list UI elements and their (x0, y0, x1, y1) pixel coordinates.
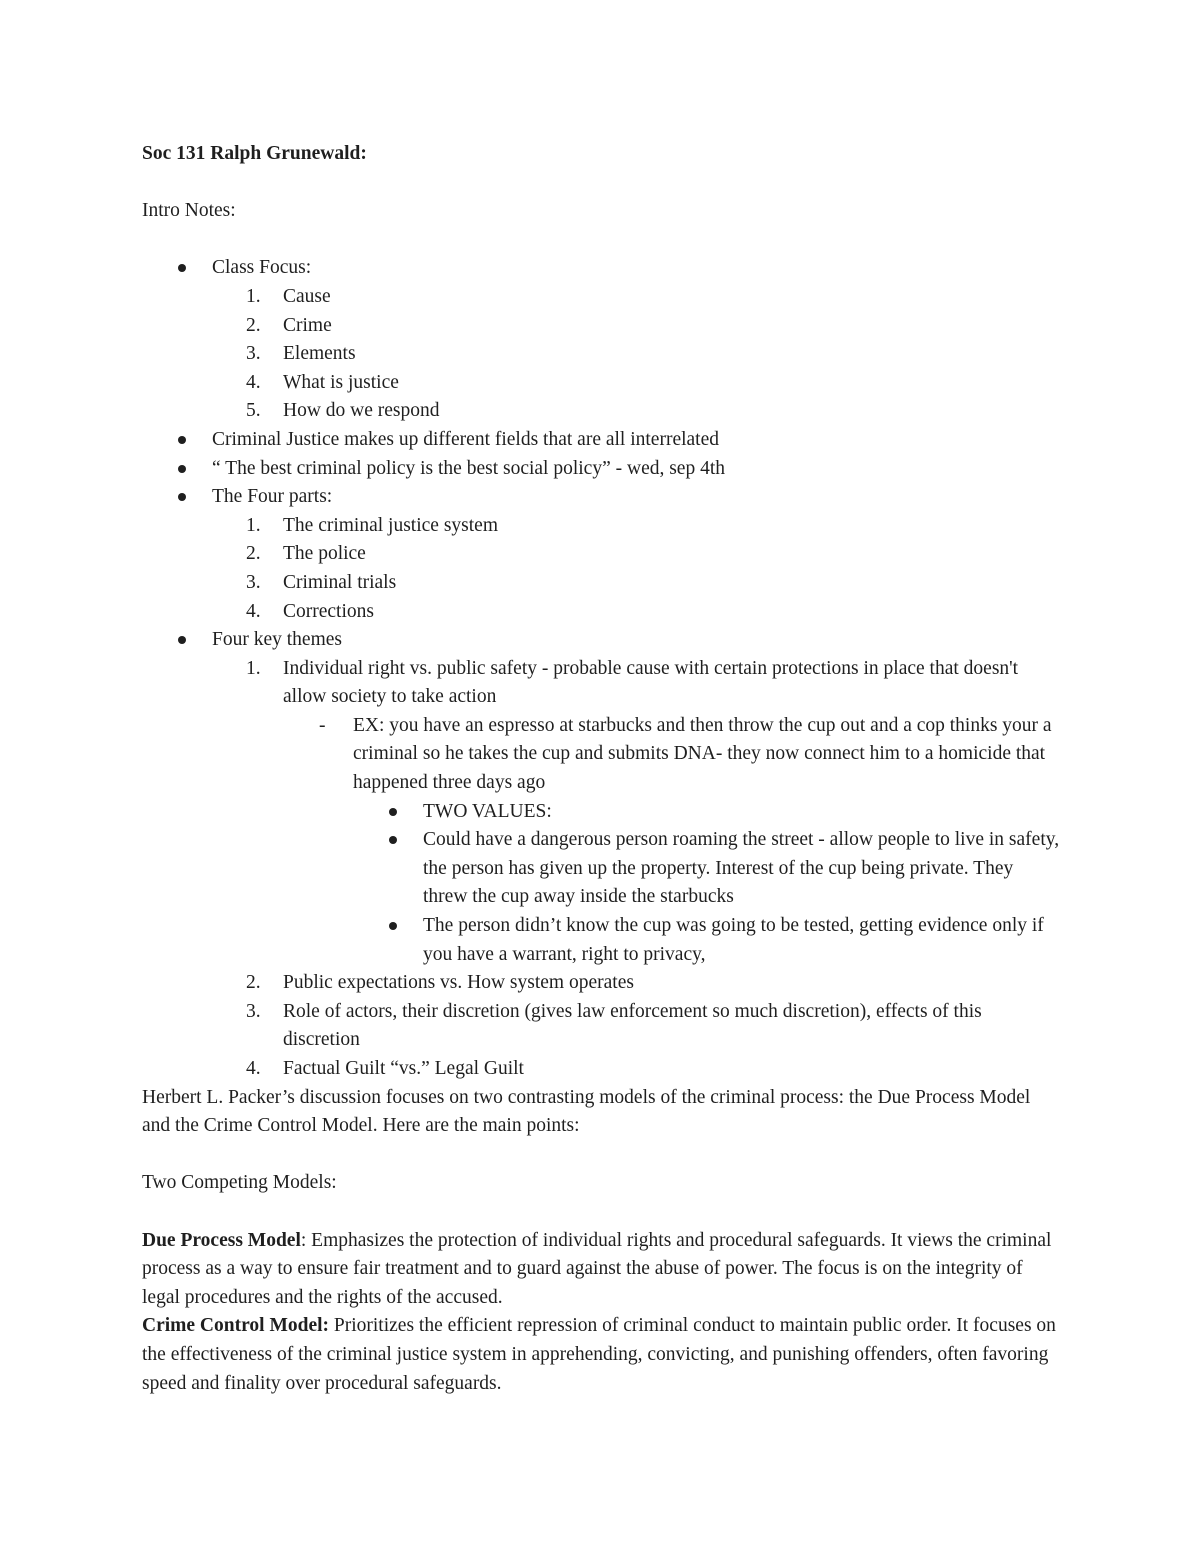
list-item-class-focus: Class Focus: 1. Cause 2. Crime 3. Elements 4. What is justice 5. How do we respond (212, 254, 1062, 426)
list-item: The person didn’t know the cup was going to be tested, getting evidence only if you have a warrant, right to privacy, (423, 912, 1062, 969)
intro-heading: Intro Notes: (142, 200, 236, 222)
list-item-quote: “ The best criminal policy is the best social policy” - wed, sep 4th (212, 455, 1062, 484)
list-item-cj-fields: Criminal Justice makes up different fields that are all interrelated (212, 426, 1062, 455)
list-item-four-parts: The Four parts: 1. The criminal justice system 2. The police 3. Criminal trials 4. Corrections (212, 483, 1062, 626)
notes-list (142, 254, 1062, 1083)
example-list (283, 712, 1062, 969)
list-item: 4. What is justice (246, 371, 399, 393)
list-item-example: - EX: you have an espresso at starbucks and then throw the cup out and a cop thinks your a criminal so he takes the cup and submits DNA- they now connect him to a homicide that happened three days ago TWO VALUES: Could have a dangerous person roaming the street - allow people to live in safety, the person has given up the property. Interest of the cup being private. They threw the cup away inside the starbucks The person didn’t know the cup was going to be tested, getting evidence only if you have a warrant, right to privacy, (353, 712, 1062, 969)
list-item: 2. The police (246, 543, 366, 565)
list-item: 1. Cause (246, 285, 331, 307)
list-item: TWO VALUES: (423, 798, 1062, 827)
list-item-themes: Four key themes 1. Individual right vs. public safety - probable cause with certain protections in place that doesn't allow society to take action - EX: you have an espresso at starbucks and then throw the cup out and a cop thinks your a criminal so he takes the cup and submits DNA- they now connect him to a homicide that happened three days ago TWO VALUES: Could have a dangerous person roaming the street - allow people to live in safety, the person has given up the property. Interest of the cup being private. They threw the cup away inside the starbucks The person didn’t know the cup was going to be tested, getting evidence only if you have a warrant, right to privacy, 2. Public expectations vs. How system operates 3. Role of actors, their discretion (gives law enforcement so much discretion), effects of this discretion 4. Factual Guilt “vs.” Legal Guilt (212, 626, 1062, 1084)
list-item: 2. Public expectations vs. How system operates (246, 972, 634, 994)
list-item: 1. Individual right vs. public safety - probable cause with certain protections in place that doesn't allow society to take action - EX: you have an espresso at starbucks and then throw the cup out and a cop thinks your a criminal so he takes the cup and submits DNA- they now connect him to a homicide that happened three days ago TWO VALUES: Could have a dangerous person roaming the street - allow people to live in safety, the person has given up the property. Interest of the cup being private. They threw the cup away inside the starbucks The person didn’t know the cup was going to be tested, getting evidence only if you have a warrant, right to privacy, (212, 655, 1062, 970)
list-item: 5. How do we respond (246, 400, 440, 422)
packer-paragraph: Herbert L. Packer’s discussion focuses on two contrasting models of the criminal process: the Due Process Model and the Crime Control Model. Here are the main points: (142, 1086, 1031, 1137)
list-item: 3. Criminal trials (246, 571, 397, 593)
competing-heading: Two Competing Models: (142, 1172, 337, 1194)
document-page (142, 140, 1062, 1398)
themes-list (141, 655, 1062, 1084)
list-item: 4. Factual Guilt “vs.” Legal Guilt (246, 1058, 524, 1079)
values-list (353, 798, 1062, 970)
list-item: Could have a dangerous person roaming the street - allow people to live in safety, the person has given up the property. Interest of the cup being private. They threw the cup away inside the starbucks (423, 826, 1062, 912)
due-process-label: Due Process Model (142, 1229, 301, 1251)
crime-control-label: Crime Control Model: (142, 1315, 330, 1337)
list-item: 3. Elements (246, 343, 356, 365)
crime-control-paragraph: Crime Control Model: Prioritizes the efficient repression of criminal conduct to maintain public order. It focuses on the effectiveness of the criminal justice system in apprehending, convicting, and punishing offenders, often favoring speed and finality over procedural safeguards. (142, 1315, 1056, 1394)
list-item: 3. Role of actors, their discretion (gives law enforcement so much discretion), effects of this discretion (246, 1000, 982, 1051)
list-item: 4. Corrections (246, 600, 374, 622)
due-process-paragraph: Due Process Model: Emphasizes the protection of individual rights and procedural safeguards. It views the criminal process as a way to ensure fair treatment and to guard against the abuse of power. The focus is on the integrity of legal procedures and the rights of the accused. (142, 1229, 1052, 1308)
list-item: 2. Crime (246, 314, 332, 336)
list-item: 1. The criminal justice system (246, 514, 498, 536)
four-parts-list (141, 512, 1062, 626)
class-focus-list (141, 283, 1062, 426)
page-title: Soc 131 Ralph Grunewald: (142, 143, 367, 164)
